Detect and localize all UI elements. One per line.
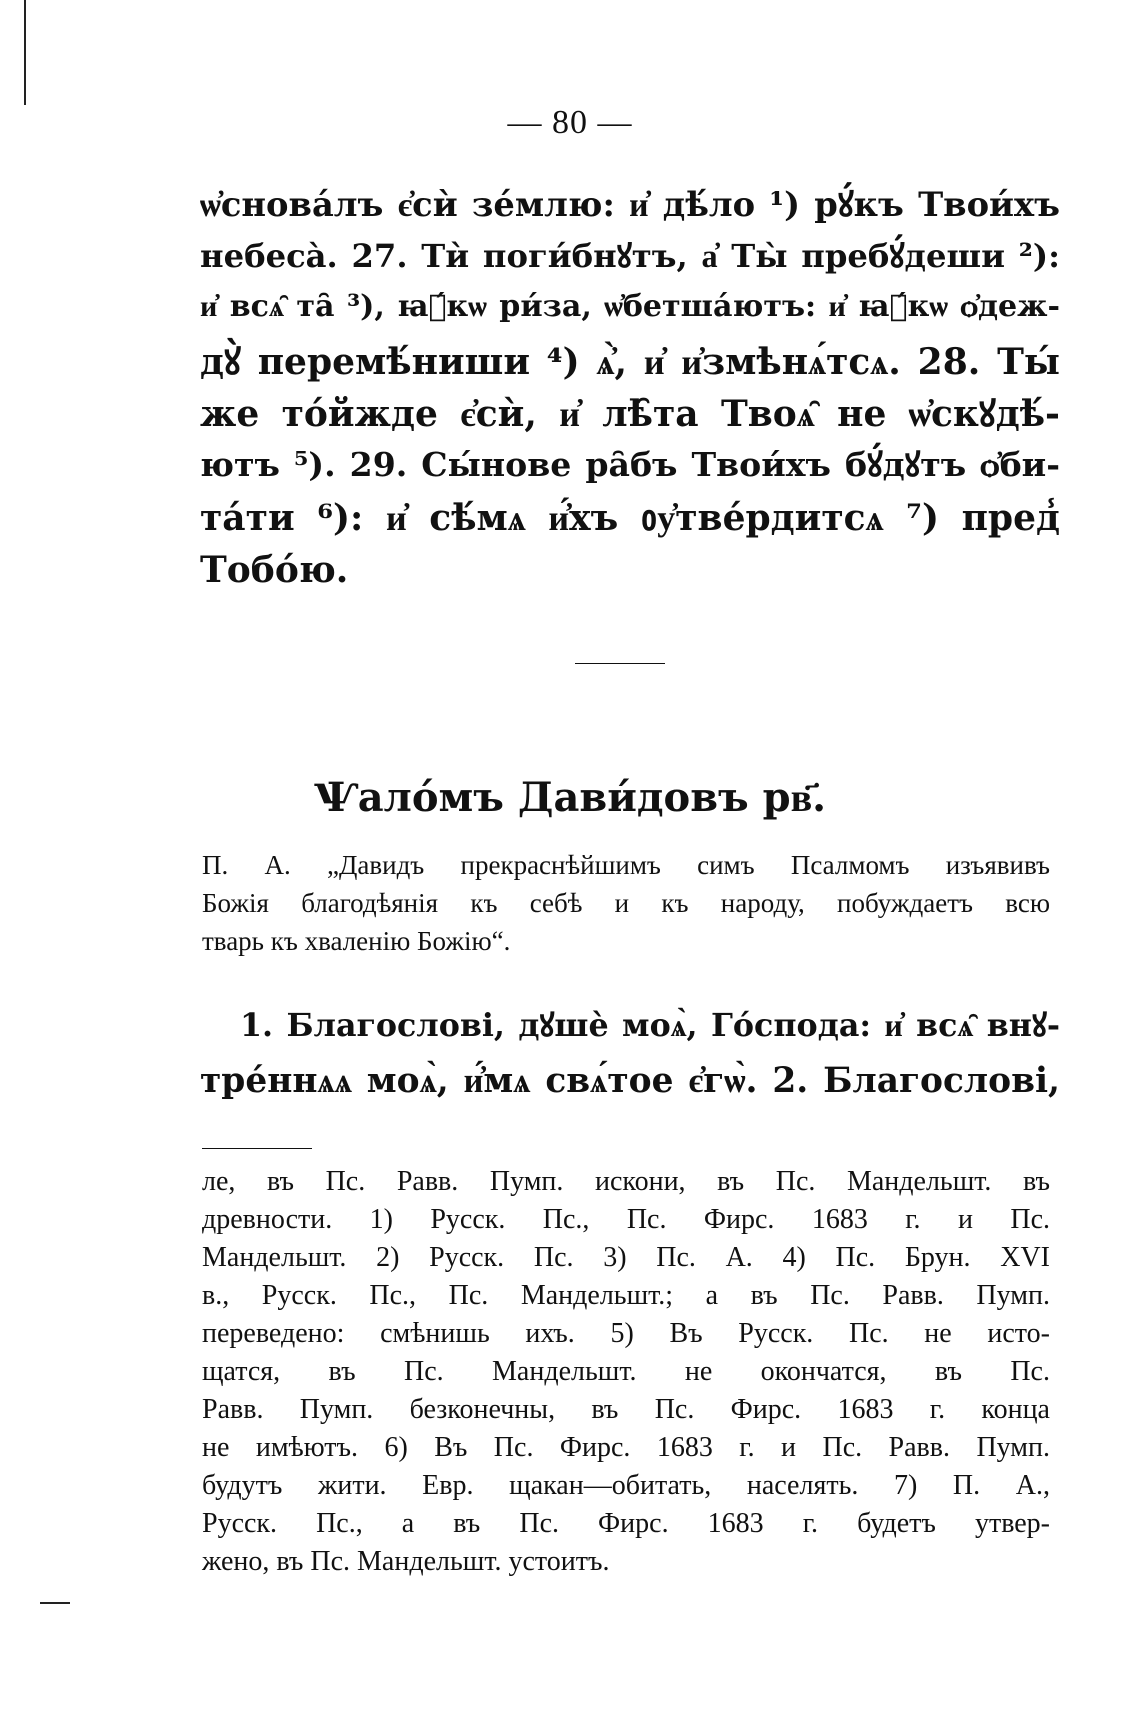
page-edge-mark (24, 0, 26, 105)
footnote-line: Мандельшт. 2) Русск. Пс. 3) Пс. А. 4) Пс. Брун. XVI (202, 1242, 1050, 1273)
commentary-line: П. А. „Давидъ прекраснѣйшимъ симъ Псалмомъ изъявивъ (202, 850, 1050, 880)
footnote-line: жено, въ Пс. Мандельшт. устоитъ. (202, 1546, 610, 1577)
verse-line: ѡ҆снова́лъ є҆сѝ зе́млю: и҆ дѣ́ло ¹) рꙋ́къ Твои́хъ (200, 184, 1060, 224)
footnote-line: переведено: смѣнишь ихъ. 5) Въ Русск. Пс. не исто- (202, 1318, 1050, 1349)
footnote-line: Равв. Пумп. безконечны, въ Пс. Фирс. 1683 г. конца (202, 1394, 1050, 1425)
footnote-line: будутъ жити. Евр. щакан—обитать, населять. 7) П. А., (202, 1470, 1050, 1501)
verse-line: Тобо́ю. (200, 549, 349, 591)
psalm-title: Ѱало́мъ Дави́довъ рв҃. (313, 774, 827, 821)
footnote-line: Русск. Пс., а въ Пс. Фирс. 1683 г. будетъ утвер- (202, 1508, 1050, 1539)
footnote-line: древности. 1) Русск. Пс., Пс. Фирс. 1683 г. и Пс. (202, 1204, 1050, 1235)
verse-line: дꙋ̀ перемѣ́ниши ⁴) ѧ҆̀, и҆ и҆змѣнѧ́тсѧ. 28. Ты́ (200, 341, 1060, 383)
verse-line: та́ти ⁶): и҆ сѣ́мѧ и҆́хъ ᲂу҆тве́рдитсѧ ⁷) пред̾ (200, 497, 1060, 539)
verse-line: небеса̀. 27. Тѝ поги́бнꙋтъ, а҆ Ты̀ пребꙋ́деши ²): (200, 237, 1060, 275)
section-divider (575, 663, 665, 664)
commentary-line: тварь къ хваленію Божію“. (202, 926, 511, 956)
verse-line: тре́ннѧѧ моѧ̀, и҆́мѧ свѧ́тое є҆гѡ̀. 2. Благослові, (200, 1061, 1060, 1101)
footnote-line: в., Русск. Пс., Пс. Мандельшт.; а въ Пс. Равв. Пумп. (202, 1280, 1050, 1311)
verse-line: же то́йжде є҆сѝ, и҆ лѣ̑та Твоѧ̑ не ѡ҆скꙋдѣ́- (200, 393, 1060, 435)
footnote-divider (202, 1148, 312, 1149)
page-edge-mark-bottom (40, 1602, 70, 1604)
verse-line: 1. Благослові, дꙋшѐ моѧ̀, Го́спода: и҆ всѧ̑ внꙋ- (240, 1007, 1060, 1044)
footnote-line: ле, въ Пс. Равв. Пумп. искони, въ Пс. Мандельшт. въ (202, 1166, 1050, 1197)
page-number: — 80 — (507, 104, 633, 141)
footnote-line: щатся, въ Пс. Мандельшт. не окончатся, въ Пс. (202, 1356, 1050, 1387)
verse-line: и҆ всѧ̑ та̑ ³), ꙗ҆́кѡ ри́за, ѡ҆бетша́ютъ: и҆ ꙗ҆́кѡ ѻ҆деж- (200, 289, 1060, 324)
commentary-line: Божія благодѣянія къ себѣ и къ народу, побуждаетъ всю (202, 888, 1050, 918)
verse-line: ютъ ⁵). 29. Сы́нове ра̑бъ Твои́хъ бꙋ́дꙋтъ ѻ҆би- (200, 445, 1060, 484)
footnote-line: не имѣютъ. 6) Въ Пс. Фирс. 1683 г. и Пс. Равв. Пумп. (202, 1432, 1050, 1463)
